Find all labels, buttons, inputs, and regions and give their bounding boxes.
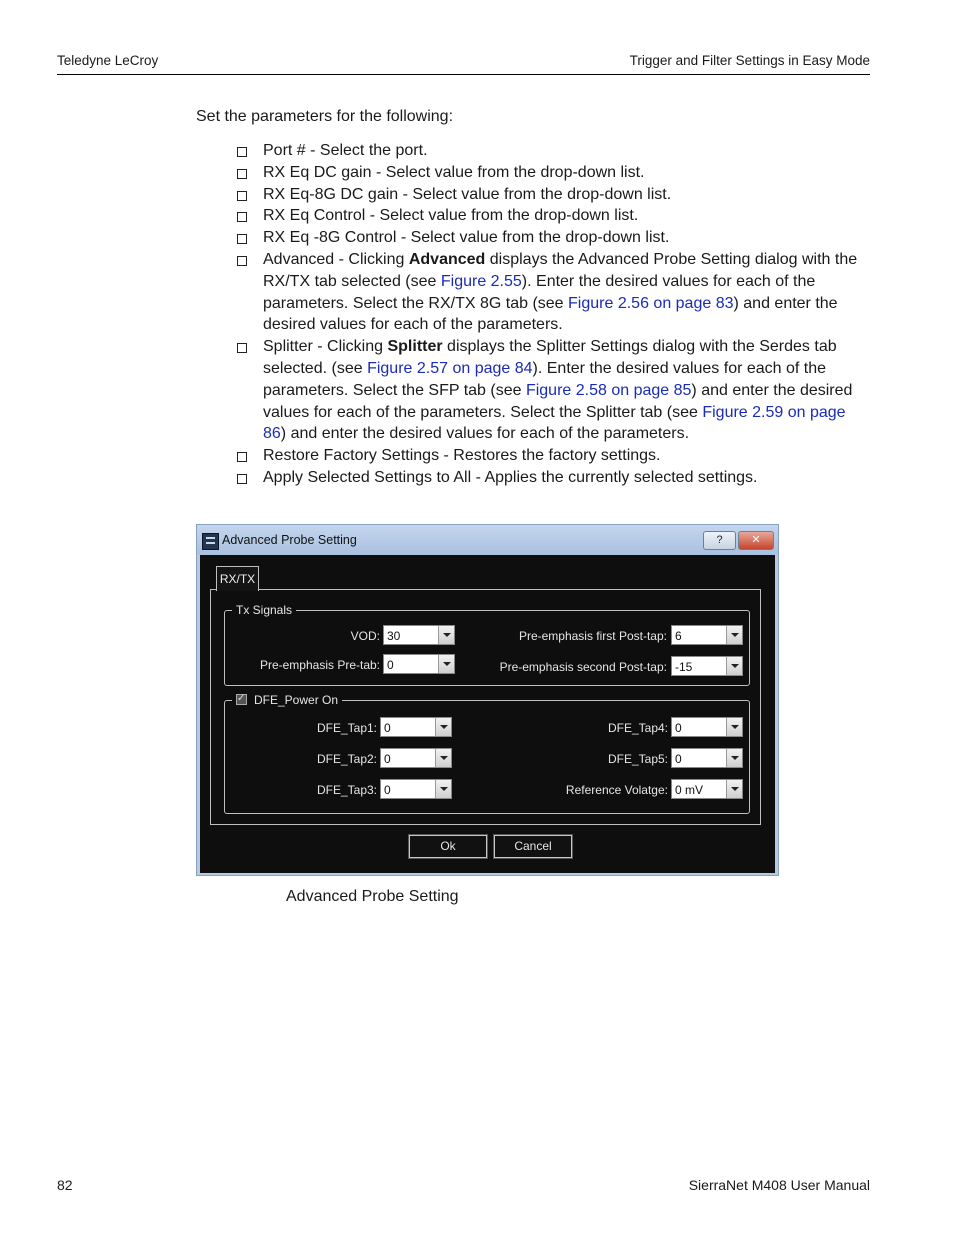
checkbox-bullet-icon: [237, 474, 247, 484]
dfe-power-title: DFE_Power On: [254, 693, 339, 707]
dfe-tap3-label: DFE_Tap3:: [316, 783, 377, 797]
reference-voltage-dropdown[interactable]: 0 mV: [671, 779, 743, 799]
ok-button[interactable]: Ok: [409, 835, 487, 858]
chevron-down-icon[interactable]: [726, 657, 742, 675]
checkbox-bullet-icon: [237, 234, 247, 244]
tab-rx-tx[interactable]: RX/TX: [216, 566, 259, 591]
dfe-power-legend[interactable]: [232, 692, 342, 708]
list-item: Apply Selected Settings to All - Applies the currently selected settings.: [237, 467, 871, 489]
figure-link[interactable]: Figure 2.56 on page 83: [568, 294, 734, 312]
app-icon: [202, 533, 219, 550]
header-rule: [57, 74, 870, 75]
list-item: RX Eq -8G Control - Select value from the drop-down list.: [237, 227, 871, 249]
checkbox-bullet-icon: [237, 343, 247, 353]
chevron-down-icon[interactable]: [435, 749, 451, 767]
chevron-down-icon[interactable]: [438, 655, 454, 673]
figure-caption: Advanced Probe Setting: [286, 888, 459, 905]
advanced-probe-setting-dialog: [196, 524, 779, 876]
dfe-tap5-dropdown[interactable]: 0: [671, 748, 743, 768]
checkbox-bullet-icon: [237, 169, 247, 179]
help-button[interactable]: ?: [703, 531, 736, 550]
dfe-tap2-dropdown[interactable]: 0: [380, 748, 452, 768]
dfe-tap3-dropdown[interactable]: 0: [380, 779, 452, 799]
chevron-down-icon[interactable]: [726, 626, 742, 644]
dfe-tap4-dropdown[interactable]: 0: [671, 717, 743, 737]
checkbox-bullet-icon: [237, 191, 247, 201]
cancel-button[interactable]: Cancel: [494, 835, 572, 858]
list-item-advanced: Advanced - Clicking Advanced displays the Advanced Probe Setting dialog with the RX/TX tab selected (see Figure 2.55). Enter the desired values for each of the parameters. Select the RX/TX 8G tab (see Figure 2.56 on page 83) and enter the desired values for each of the parameters.: [237, 249, 871, 336]
vod-dropdown[interactable]: 30: [383, 625, 455, 645]
figure-link[interactable]: Figure 2.59 on page 86: [263, 403, 846, 443]
chevron-down-icon[interactable]: [726, 718, 742, 736]
first-post-tap-label: Pre-emphasis first Post-tap:: [518, 629, 667, 643]
page-header-left: Teledyne LeCroy: [57, 53, 159, 68]
chevron-down-icon[interactable]: [435, 780, 451, 798]
list-item-splitter: Splitter - Clicking Splitter displays the Splitter Settings dialog with the Serdes tab selected. (see Figure 2.57 on page 84). Enter the desired values for each of the parameters. Select the SFP tab (see Figure 2.58 on page 85) and enter the desired values for each of the parameters. Select the Splitter tab (see Figure 2.59 on page 86) and enter the desired values for each of the parameters.: [237, 336, 871, 445]
close-button[interactable]: ✕: [738, 531, 774, 550]
dfe-tap2-label: DFE_Tap2:: [316, 752, 377, 766]
reference-voltage-label: Reference Volatge:: [565, 783, 668, 797]
chevron-down-icon[interactable]: [726, 749, 742, 767]
page-header-right: Trigger and Filter Settings in Easy Mode: [629, 53, 870, 68]
chevron-down-icon[interactable]: [726, 780, 742, 798]
chevron-down-icon[interactable]: [438, 626, 454, 644]
dfe-tap1-label: DFE_Tap1:: [316, 721, 377, 735]
dfe-tap4-label: DFE_Tap4:: [607, 721, 668, 735]
footer-title: SierraNet M408 User Manual: [688, 1177, 870, 1193]
tx-signals-title: Tx Signals: [232, 602, 296, 618]
list-item: Restore Factory Settings - Restores the factory settings.: [237, 445, 871, 467]
page-number: 82: [57, 1177, 73, 1193]
intro-text: Set the parameters for the following:: [196, 108, 454, 125]
dfe-tap1-dropdown[interactable]: 0: [380, 717, 452, 737]
chevron-down-icon[interactable]: [435, 718, 451, 736]
second-post-tap-dropdown[interactable]: -15: [671, 656, 743, 676]
vod-label: VOD:: [350, 629, 380, 643]
figure-link[interactable]: Figure 2.55: [440, 272, 522, 290]
dialog-titlebar[interactable]: [197, 525, 778, 555]
pre-tab-dropdown[interactable]: 0: [383, 654, 455, 674]
second-post-tap-label: Pre-emphasis second Post-tap:: [499, 660, 667, 674]
list-item: RX Eq DC gain - Select value from the drop-down list.: [237, 162, 871, 184]
list-item: RX Eq-8G DC gain - Select value from the drop-down list.: [237, 184, 871, 206]
first-post-tap-dropdown[interactable]: 6: [671, 625, 743, 645]
dialog-title: Advanced Probe Setting: [222, 533, 357, 547]
checkbox-bullet-icon: [237, 256, 247, 266]
parameter-list: [237, 140, 871, 489]
list-item: Port # - Select the port.: [237, 140, 871, 162]
dialog-body: [200, 555, 775, 873]
dfe-power-checkbox[interactable]: [236, 694, 247, 705]
pre-tab-label: Pre-emphasis Pre-tab:: [259, 658, 380, 672]
checkbox-bullet-icon: [237, 452, 247, 462]
dfe-tap5-label: DFE_Tap5:: [607, 752, 668, 766]
figure-link[interactable]: Figure 2.58 on page 85: [525, 381, 692, 399]
list-item: RX Eq Control - Select value from the drop-down list.: [237, 205, 871, 227]
checkbox-bullet-icon: [237, 212, 247, 222]
checkbox-bullet-icon: [237, 147, 247, 157]
figure-link[interactable]: Figure 2.57 on page 84: [367, 359, 533, 377]
